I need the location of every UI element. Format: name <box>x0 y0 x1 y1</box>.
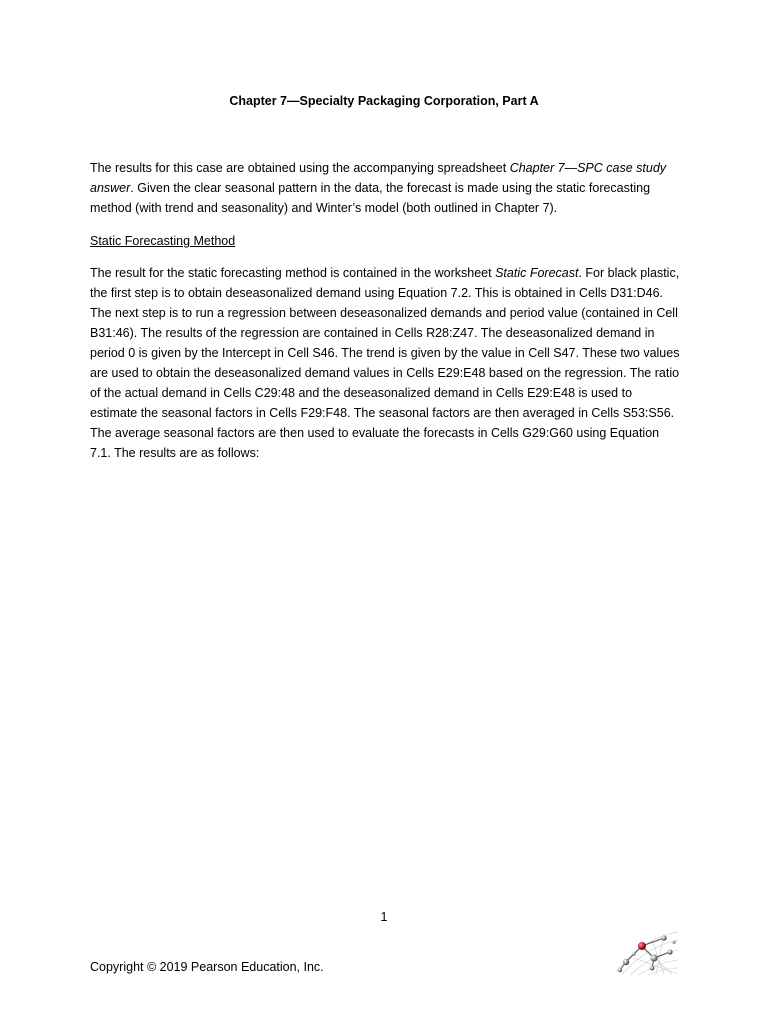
section-heading: Static Forecasting Method <box>90 234 236 248</box>
spreadsheet-name: Chapter 7—SPC case study answer <box>90 161 667 195</box>
worksheet-name: Static Forecast <box>495 266 579 280</box>
page-number: 1 <box>380 910 388 924</box>
intro-text-start: The results for this case are obtained using the accompanying spreadsheet <box>90 161 510 175</box>
intro-text-end: . Given the clear seasonal pattern in the data, the forecast is made using the static forecasting method (with trend and seasonality) and Winter’s model (both outlined in Chapter 7). <box>90 181 651 215</box>
static-forecast-paragraph <box>90 263 680 463</box>
copyright-notice: Copyright © 2019 Pearson Education, Inc. <box>90 960 324 974</box>
intro-paragraph <box>90 158 680 218</box>
static-text-end: . For black plastic, the first step is to obtain deseasonalized demand using Equation 7.2. This is obtained in Cells D31:D46. The next step is to run a regression between deseasonalized demands and period value (contained in Cell B31:46). The results of the regression are contained in Cells R28:Z47. The deseasonalized demand in period 0 is given by the Intercept in Cell S46. The trend is given by the value in Cell S47. These two values are used to obtain the deseasonalized demand values in Cells E29:E48 based on the regression. The ratio of the actual demand in Cells C29:48 and the deseasonalized demand in Cells E29:E48 is used to estimate the seasonal factors in Cells F29:F48. The seasonal factors are then averaged in Cells S53:S56. The average seasonal factors are then used to evaluate the forecasts in Cells G29:G60 using Equation 7.1. The results are as follows: <box>90 266 680 460</box>
network-globe-icon <box>612 928 680 976</box>
static-text-start: The result for the static forecasting method is contained in the worksheet <box>90 266 496 280</box>
document-title: Chapter 7—Specialty Packaging Corporation, Part A <box>229 94 539 108</box>
